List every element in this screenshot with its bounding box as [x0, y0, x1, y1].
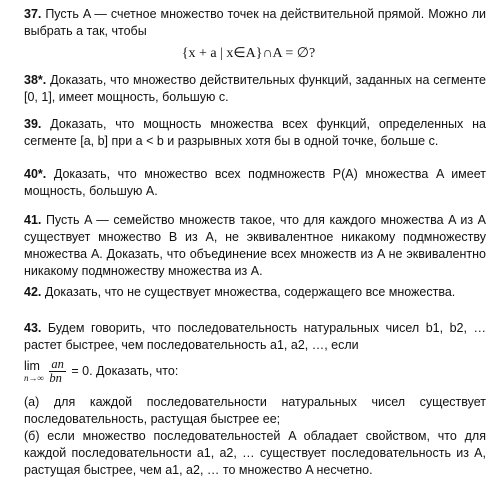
problem-number: 42.: [24, 285, 42, 299]
problem-text: Доказать, что не существует множества, содержащего все множества.: [41, 285, 456, 299]
problem-number: 38*.: [24, 73, 47, 87]
problem-41: [24, 212, 486, 280]
problem-39: [24, 116, 486, 150]
limit-operator: [24, 360, 44, 384]
problem-38: [24, 72, 486, 106]
problem-37: [24, 6, 486, 40]
fraction-denominator: bn: [49, 371, 62, 385]
item-b: (б) если множество последовательностей A обладает свойством, что для каждой последовательности a1, a2, … существует последовательность из A, растущая быстрее, чем a1, a2, … то множество A несчетно.: [24, 429, 486, 477]
problem-42: [24, 284, 486, 301]
formula: {x + a | x∈A}∩A = ∅?: [181, 46, 316, 61]
item-a: (а) для каждой последовательности натуральных чисел существует последовательность, растущая быстрее ее;: [24, 395, 486, 426]
problem-number: 39.: [24, 117, 42, 131]
fraction-numerator: an: [51, 357, 64, 371]
limit-line: [24, 358, 486, 385]
problem-40: [24, 166, 486, 200]
problem-number: 37.: [24, 7, 42, 21]
lim-word: lim: [24, 358, 40, 373]
lim-subscript: n→∞: [24, 372, 44, 383]
problem-text: Пусть A — счетное множество точек на действительной прямой. Можно ли выбрать a так, чтобы: [24, 7, 486, 38]
problem-number: 43.: [24, 321, 42, 335]
problem-number: 40*.: [24, 167, 47, 181]
problem-text: Доказать, что мощность множества всех функций, определенных на сегменте [a, b] при a < b и разрывных хотя бы в одной точке, больше с.: [24, 117, 486, 148]
problem-text: Доказать, что множество действительных функций, заданных на сегменте [0, 1], имеет мощность, большую с.: [24, 73, 486, 104]
problem-text: Пусть A — семейство множеств такое, что для каждого множества A из A существует множество B из A, не эквивалентное никакому подмножеству множества A. Доказать, что объединение всех множеств из A не эквивалентно никакому подмножеству множества из A.: [24, 213, 486, 278]
problem-text: Доказать, что множество всех подмножеств P(A) множества A имеет мощность, большую A.: [24, 167, 486, 198]
problem-number: 41.: [24, 213, 42, 227]
fraction: [49, 358, 66, 385]
limit-text: = 0. Доказать, что:: [71, 363, 179, 378]
problem-43: [24, 320, 486, 354]
problem-text: Будем говорить, что последовательность натуральных чисел b1, b2, … растет быстрее, чем последовательность a1, a2, …, если: [24, 321, 486, 352]
